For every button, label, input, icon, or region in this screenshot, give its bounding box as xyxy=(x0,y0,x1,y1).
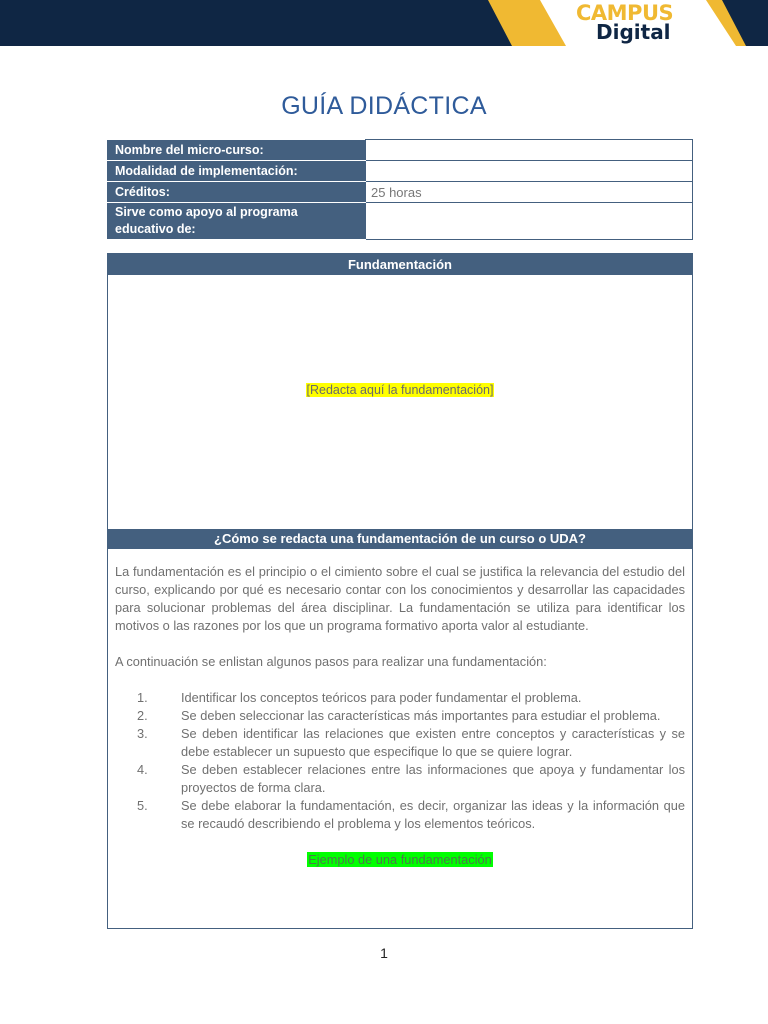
step-number: 5. xyxy=(137,798,148,813)
step-text: Se deben establecer relaciones entre las informaciones que apoya y fundamentar los proyectos de forma clara. xyxy=(181,762,685,795)
modality-label: Modalidad de implementación: xyxy=(108,161,366,182)
table-row xyxy=(108,182,693,203)
modality-field[interactable] xyxy=(366,161,693,182)
logo-digital-text: Digital xyxy=(596,20,671,44)
step-number: 4. xyxy=(137,762,148,777)
credits-label: Créditos: xyxy=(108,182,366,203)
step-number: 2. xyxy=(137,708,148,723)
step-text: Se debe elaborar la fundamentación, es decir, organizar las ideas y la información que se recaudó describiendo el problema y los elementos teóricos. xyxy=(181,798,685,831)
course-name-field[interactable] xyxy=(366,140,693,161)
step-text: Se deben seleccionar las características más importantes para estudiar el problema. xyxy=(181,708,661,723)
how-to-body xyxy=(108,549,692,869)
table-row xyxy=(108,140,693,161)
logo-campus-text: CAMPUS xyxy=(576,1,674,25)
campus-digital-logo[interactable] xyxy=(576,2,708,44)
step-number: 3. xyxy=(137,726,148,741)
table-row xyxy=(108,161,693,182)
step-number: 1. xyxy=(137,690,148,705)
table-row xyxy=(108,203,693,240)
steps-intro: A continuación se enlistan algunos pasos para realizar una fundamentación: xyxy=(115,654,547,669)
list-item xyxy=(115,707,685,725)
step-text: Se deben identificar las relaciones que existen entre conceptos y características y se debe establecer un supuesto que especifique lo que se quiere lograr. xyxy=(181,726,685,759)
program-support-field[interactable] xyxy=(366,203,693,240)
fundamentacion-heading: Fundamentación xyxy=(108,254,692,275)
fundamentacion-placeholder[interactable] xyxy=(108,383,692,397)
example-link[interactable]: Ejemplo de una fundamentación xyxy=(308,852,492,867)
list-item xyxy=(115,761,685,797)
steps-list xyxy=(115,689,685,833)
how-to-heading: ¿Cómo se redacta una fundamentación de un curso o UDA? xyxy=(108,529,692,549)
page-title: GUÍA DIDÁCTICA xyxy=(281,92,487,120)
list-item xyxy=(115,689,685,707)
step-text: Identificar los conceptos teóricos para poder fundamentar el problema. xyxy=(181,690,582,705)
fundamentacion-box xyxy=(107,253,693,929)
list-item xyxy=(115,797,685,833)
course-info-table xyxy=(107,139,693,240)
header-banner xyxy=(0,0,768,46)
course-name-label: Nombre del micro-curso: xyxy=(108,140,366,161)
credits-field[interactable]: 25 horas xyxy=(366,182,693,203)
placeholder-text[interactable]: [Redacta aquí la fundamentación] xyxy=(306,383,494,397)
fundamentacion-body[interactable] xyxy=(108,275,692,529)
list-item xyxy=(115,725,685,761)
how-to-intro: La fundamentación es el principio o el cimiento sobre el cual se justifica la relevancia del estudio del curso, explicando por qué es necesario contar con los conocimientos y desarrollar las capacidades para solucionar problemas del área disciplinar. La fundamentación se utiliza para identificar los motivos o las razones por los que un programa formativo aporta valor al estudiante. xyxy=(115,564,685,633)
program-support-label: Sirve como apoyo al programa educativo de: xyxy=(108,203,366,240)
example-link-wrapper xyxy=(115,851,685,869)
page-number: 1 xyxy=(380,945,388,961)
